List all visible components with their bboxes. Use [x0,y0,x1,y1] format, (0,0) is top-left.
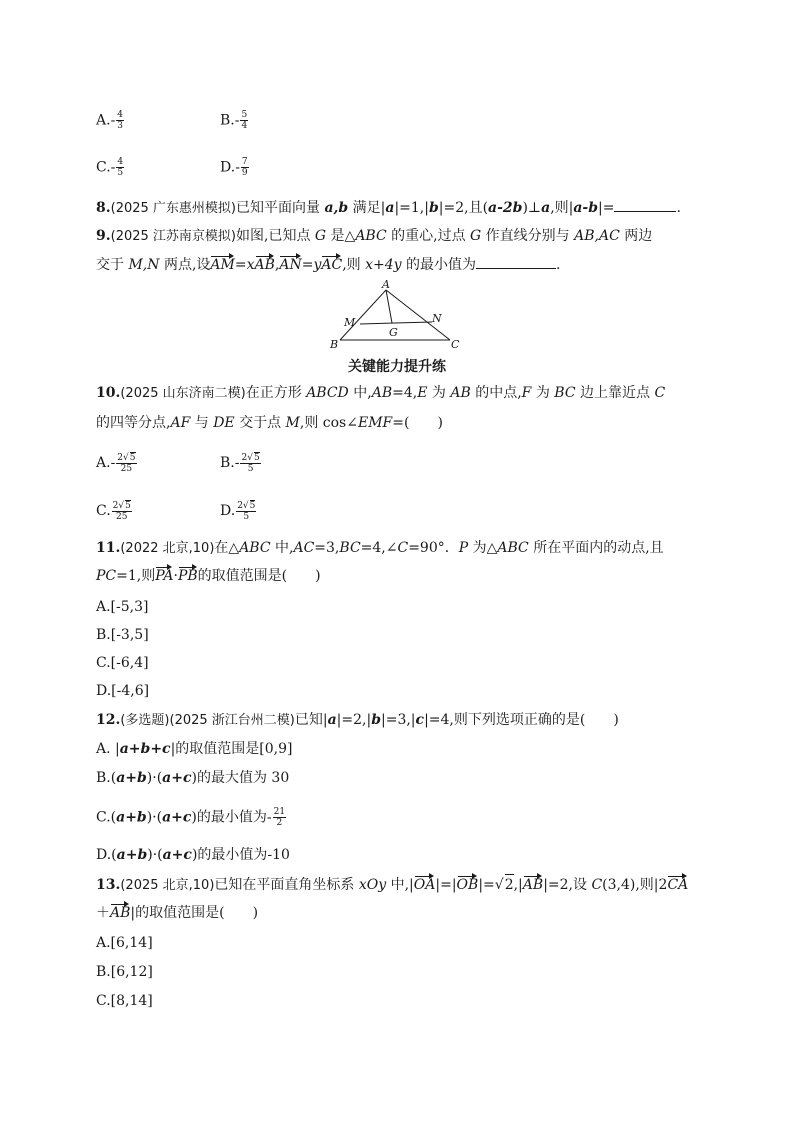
line-mn [360,322,432,324]
label-c: C [451,338,460,350]
vector: AB [254,257,275,273]
vector: AN [279,257,302,273]
fraction: $\frac{2√5}{5}$ [241,453,260,474]
fraction: $\frac{2√5}{25}$ [112,501,131,522]
question-source: (2025 广东惠州模拟) [110,201,236,216]
question-9-line-1: 9.(2025 江苏南京模拟)如图,已知点 G 是△ABC 的重心,过点 G 作直线分别与 AB,AC 两边 [96,228,653,244]
vector: PA [155,568,174,584]
q13-option-b[interactable]: B.[6,12] [96,964,153,980]
vector: AB [522,877,544,893]
question-11-line-2: PC=1,则PA·PB的取值范围是( ) [96,568,321,584]
question-13-line-1: 13.(2025 北京,10)已知在平面直角坐标系 xOy 中,|OA|=|OB|=√2,|AB|=2,设 C(3,4),则|2CA [96,874,688,896]
label-a: A [382,278,390,291]
label-m: M [344,316,356,329]
q13-option-c[interactable]: C.[8,14] [96,993,153,1009]
question-number: 8. [96,200,111,216]
question-number: 11. [96,540,121,556]
option-letter: D. [220,159,236,176]
question-number: 9. [96,228,111,244]
vector: OA [413,877,436,893]
q11-option-c[interactable]: C.[-6,4] [96,655,149,671]
vector: CA [667,877,689,893]
question-10-line-2: 的四等分点,AF 与 DE 交于点 M,则 cos∠EMF=( ) [96,415,443,431]
option-letter: A. [96,112,111,129]
fraction: $\frac{2√5}{5}$ [237,501,256,522]
option-letter: C. [96,159,111,176]
q10-option-d[interactable]: D. $\frac{2√5}{5}$ [220,501,256,522]
q11-option-d[interactable]: D.[-4,6] [96,683,150,699]
question-8: 8.(2025 广东惠州模拟)已知平面向量 a,b 满足|a|=1,|b|=2,且(a-2b)⊥a,则|a-b|= . [96,197,681,219]
question-source: (多选题)(2025 浙江台州二模) [120,713,295,728]
q7-option-a[interactable]: A.- $\frac{4}{3}$ [96,110,124,131]
option-letter: B. [220,112,235,129]
question-source: (2025 北京,10) [120,878,215,893]
question-9-line-2: 交于 M,N 两点,设AM=xAB,AN=yAC,则 x+4y 的最小值为 . [96,254,560,275]
q12-option-c[interactable]: C.(a+b)·(a+c)的最小值为- $\frac{21}{2}$ [96,807,286,828]
question-13-line-2: ＋AB|的取值范围是( ) [96,905,259,921]
vector: AC [321,257,343,273]
fraction: $\frac{5}{4}$ [241,110,248,131]
question-number: 13. [96,877,121,893]
q10-option-a[interactable]: A.- $\frac{2√5}{25}$ [96,453,136,474]
label-b: B [330,338,339,350]
fraction: $\frac{4}{3}$ [117,110,124,131]
fraction: $\frac{2√5}{25}$ [117,453,136,474]
q7-option-b[interactable]: B.- $\frac{5}{4}$ [220,110,248,131]
label-g: G [389,326,398,339]
answer-blank[interactable] [476,254,556,269]
q7-option-c[interactable]: C.- $\frac{4}{5}$ [96,157,124,178]
median-ag [386,290,392,323]
q12-option-a[interactable]: A. |a+b+c|的取值范围是[0,9] [96,741,293,757]
triangle-figure [330,278,470,350]
question-11-line-1: 11.(2022 北京,10)在△ABC 中,AC=3,BC=4,∠C=90°．P 为△ABC 所在平面内的动点,且 [96,540,664,556]
side-ab [340,290,386,340]
question-source: (2025 江苏南京模拟) [110,229,236,244]
question-source: (2025 山东济南二模) [120,386,246,401]
section-title: 关键能力提升练 [348,359,446,375]
answer-blank[interactable] [614,197,676,212]
question-source: (2022 北京,10) [120,541,215,556]
fraction: $\frac{21}{2}$ [273,807,286,828]
q11-option-a[interactable]: A.[-5,3] [96,599,149,615]
q12-option-d[interactable]: D.(a+b)·(a+c)的最小值为-10 [96,847,290,863]
question-number: 12. [96,712,121,728]
question-10-line-1: 10.(2025 山东济南二模)在正方形 ABCD 中,AB=4,E 为 AB 的中点,F 为 BC 边上靠近点 C [96,385,666,401]
vector: AB [110,905,131,921]
fraction: $\frac{4}{5}$ [117,157,124,178]
q10-option-c[interactable]: C. $\frac{2√5}{25}$ [96,501,131,522]
q13-option-a[interactable]: A.[6,14] [96,935,153,951]
label-n: N [432,312,442,325]
vector: OB [456,877,479,893]
fraction: $\frac{7}{9}$ [241,157,248,178]
vector: AM [210,257,235,273]
q11-option-b[interactable]: B.[-3,5] [96,627,149,643]
question-number: 10. [96,385,121,401]
q10-option-b[interactable]: B.- $\frac{2√5}{5}$ [220,453,260,474]
question-12: 12.(多选题)(2025 浙江台州二模)已知|a|=2,|b|=3,|c|=4,则下列选项正确的是( ) [96,712,619,728]
vector: PB [177,568,198,584]
q7-option-d[interactable]: D.- $\frac{7}{9}$ [220,157,248,178]
q12-option-b[interactable]: B.(a+b)·(a+c)的最大值为 30 [96,770,290,786]
